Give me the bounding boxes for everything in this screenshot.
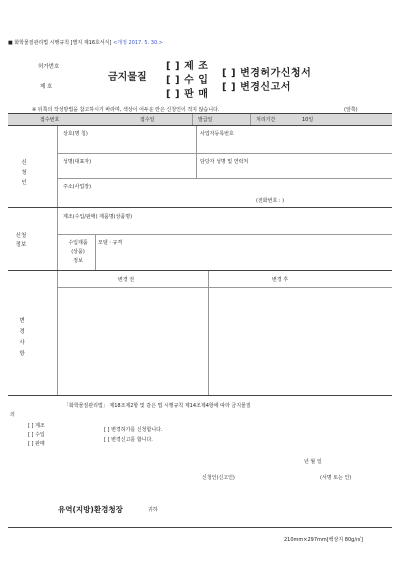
revision-note: <개정 2017. 5. 30.> xyxy=(113,40,163,46)
doc-type-permit-change: [ ] 변경허가신청서 xyxy=(222,68,312,79)
model-spec-label[interactable]: 모델ㆍ규격 xyxy=(98,240,123,246)
receipt-date-label: 접수일 xyxy=(140,117,155,123)
applicant-sign-label: 신청인(신고인) xyxy=(202,475,235,481)
declaration-law-text-cont: 의 xyxy=(10,412,15,418)
changes-mid-divider xyxy=(208,271,209,395)
processing-period-label: 처리기간 xyxy=(256,117,276,123)
receipt-divider xyxy=(250,114,251,125)
company-name-label[interactable]: 상호(명 칭) xyxy=(63,131,88,137)
substance-title: 금지물질 xyxy=(108,72,147,83)
declaration-type-sale[interactable]: [ ] 판매 xyxy=(28,441,45,447)
info-bottom-border xyxy=(8,270,392,271)
changes-header-line xyxy=(57,287,392,288)
instruction-note: ※ 뒤쪽의 작성방법을 참고하시기 바라며, 색상이 어두운 란은 신청인이 적지 않습니다. xyxy=(32,107,220,113)
type-manufacture: [ ] 제 조 xyxy=(166,61,209,72)
applicant-bottom-border xyxy=(8,207,392,208)
changes-bottom-border xyxy=(8,395,392,396)
paper-spec: 210mm×297mm[백상지 80g/㎡] xyxy=(284,537,363,543)
declaration-law-text: 「화학물질관리법」 제18조제2항 및 같은 법 시행규칙 제14조제4항에 따라 금지물질 xyxy=(64,403,251,409)
permit-number-label: 허가번호 xyxy=(38,64,60,70)
receipt-divider xyxy=(192,114,193,125)
type-sale: [ ] 판 매 xyxy=(166,89,209,100)
changes-section-label: 변 경 사 항 xyxy=(19,318,25,357)
processing-period-value: 10일 xyxy=(302,117,314,123)
after-change-header: 변경 후 xyxy=(272,277,289,283)
info-row-line xyxy=(57,234,392,235)
page-side-label: (앞쪽) xyxy=(344,107,358,113)
phone-label[interactable]: (전화번호 : ) xyxy=(256,198,285,204)
applicant-row-line xyxy=(57,153,392,154)
declaration-type-manufacture[interactable]: [ ] 제조 xyxy=(28,423,45,429)
footer-border xyxy=(8,527,392,528)
request-report-change[interactable]: [ ] 변경신고를 합니다. xyxy=(104,437,153,443)
application-info-section-label: 신청 정보 xyxy=(15,233,27,248)
recipient-office: 유역(지방)환경청장 xyxy=(58,505,123,514)
applicant-section-label: 신 청 인 xyxy=(21,160,27,186)
doc-type-report-change: [ ] 변경신고서 xyxy=(222,82,291,93)
receipt-number-label: 접수번호 xyxy=(40,117,60,123)
law-reference: ■ 화학물질관리법 시행규칙 [별지 제16호서식] <개정 2017. 5. 30.> xyxy=(8,40,163,46)
before-change-header: 변경 전 xyxy=(118,277,135,283)
issue-date-label: 발급일 xyxy=(198,117,213,123)
changes-label-divider xyxy=(57,271,58,395)
sign-or-seal-label[interactable]: (서명 또는 인) xyxy=(320,475,352,481)
info-label-divider xyxy=(57,208,58,270)
product-info-label: 수입제품 (상품) 정보 xyxy=(68,240,88,264)
applicant-mid-divider xyxy=(196,126,197,178)
applicant-label-divider xyxy=(57,126,58,207)
receipt-bottom-border xyxy=(8,125,392,126)
representative-label[interactable]: 성명(대표자) xyxy=(63,159,92,165)
recipient-suffix: 귀하 xyxy=(148,507,158,513)
request-permit-change[interactable]: [ ] 변경허가를 신청합니다. xyxy=(104,427,163,433)
applicant-row-line xyxy=(57,178,392,179)
biz-reg-no-label[interactable]: 사업자등록번호 xyxy=(200,131,234,137)
address-label[interactable]: 주소(사업장) xyxy=(63,184,92,190)
declaration-type-import[interactable]: [ ] 수입 xyxy=(28,432,45,438)
permit-number-ho: 제 호 xyxy=(40,84,53,90)
product-name-label[interactable]: 제조(수입/판매) 제품명(상품명) xyxy=(63,214,133,220)
type-import: [ ] 수 입 xyxy=(166,75,209,86)
contact-person-label[interactable]: 담당자 성명 및 연락처 xyxy=(200,159,249,165)
declaration-date[interactable]: 년 월 일 xyxy=(304,459,322,465)
product-info-divider xyxy=(95,234,96,270)
